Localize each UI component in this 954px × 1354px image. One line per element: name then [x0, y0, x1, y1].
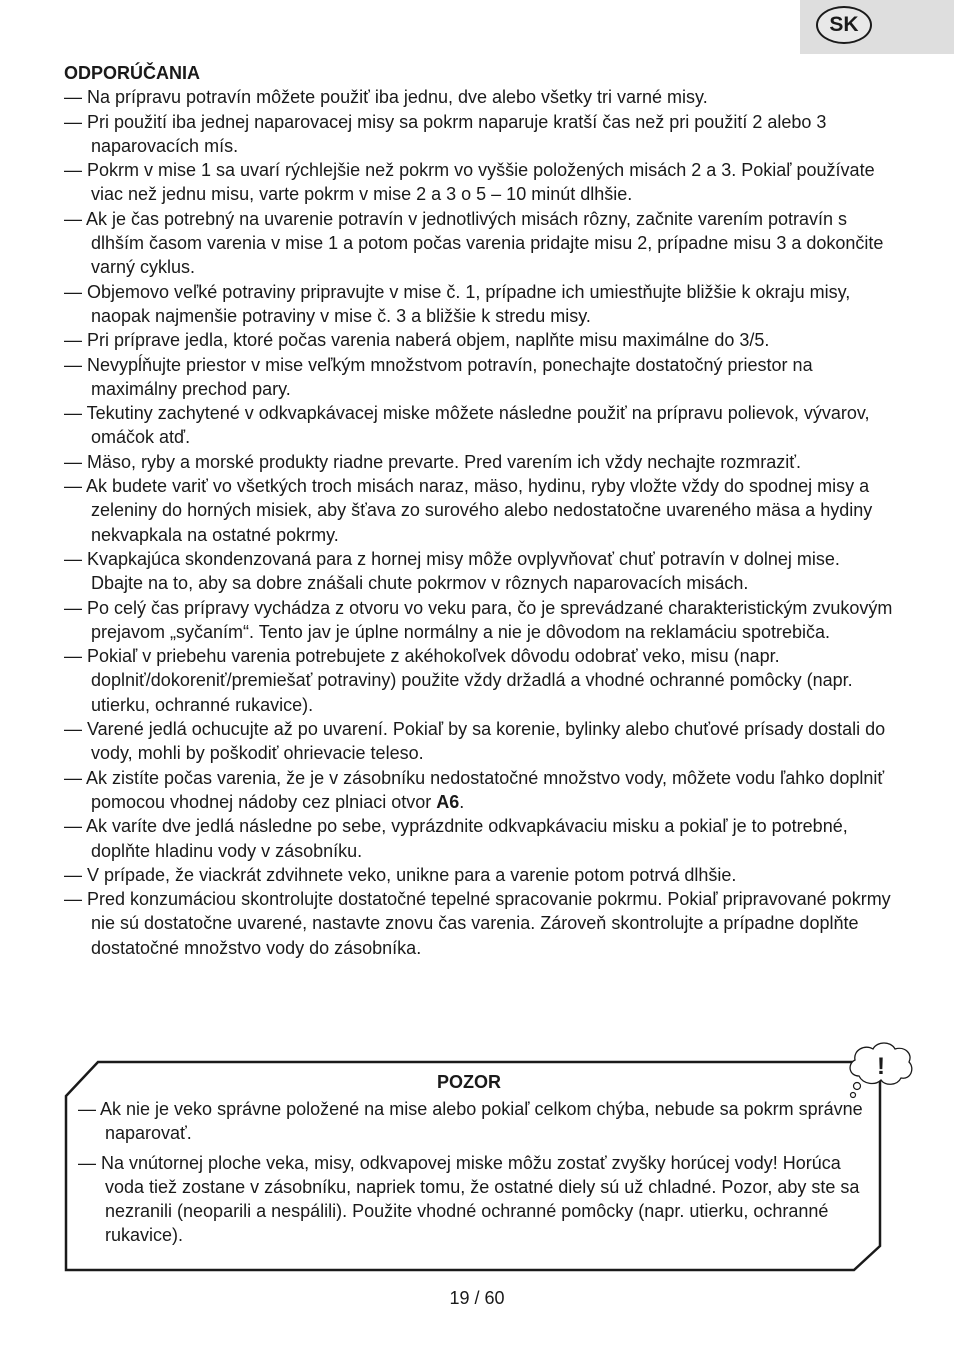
warning-item: — Ak nie je veko správne položené na mise alebo pokiaľ celkom chýba, nebude sa pokrm správne naparovať.	[78, 1099, 863, 1144]
recommendations-section	[64, 61, 894, 960]
list-item: — Varené jedlá ochucujte až po uvarení. Pokiaľ by sa korenie, bylinky alebo chuťové prísady dostali do vody, mohli by poškodiť ohrievacie teleso.	[64, 719, 886, 764]
list-item	[64, 766, 894, 815]
item-text: — Ak zistíte počas varenia, že je v zásobníku nedostatočné množstvo vody, môžete vodu ľahko doplniť pomocou vhodnej nádoby cez plniaci otvor	[64, 767, 885, 812]
list-item: — Objemovo veľké potraviny pripravujte v mise č. 1, prípadne ich umiestňujte bližšie k okraju misy, naopak najmenšie potraviny v mise č. 3 a bližšie k stredu misy.	[64, 281, 851, 326]
list-item: — Pri použití iba jednej naparovacej misy sa pokrm naparuje kratší čas než pri použití 2 alebo 3 naparovacích mís.	[64, 111, 827, 156]
list-item: — Ak varíte dve jedlá následne po sebe, vyprázdnite odkvapkávaciu misku a pokiaľ je to potrebné, doplňte hladinu vody v zásobníku.	[64, 816, 848, 861]
list-item: — Pred konzumáciou skontrolujte dostatočné tepelné spracovanie pokrmu. Pokiaľ pripravované pokrmy nie sú dostatočne uvarené, nastavte znovu čas varenia. Zároveň skontrolujte a prípadne doplňte dostatočné množstvo vody do zásobníka.	[64, 889, 891, 958]
list-item: — V prípade, že viackrát zdvihnete veko, unikne para a varenie potom potrvá dlhšie.	[64, 864, 737, 885]
list-item: — Pri príprave jedla, ktoré počas varenia naberá objem, naplňte misu maximálne do 3/5.	[64, 330, 770, 351]
list-item: — Ak budete variť vo všetkých troch misách naraz, mäso, hydinu, ryby vložte vždy do spodnej misy a zeleniny do horných misiek, aby šťava zo surového alebo nedostatočne uvareného mäsa a hydiny nekvapkala na ostatné pokrmy.	[64, 476, 873, 545]
warning-list	[78, 1097, 878, 1253]
list-item: — Nevypĺňujte priestor v mise veľkým množstvom potravín, ponechajte dostatočný priestor na maximálny prechod pary.	[64, 354, 813, 399]
part-reference: A6	[436, 791, 460, 812]
warning-item: — Na vnútornej ploche veka, misy, odkvapovej miske môžu zostať zvyšky horúcej vody! Horúca voda tiež zostane v zásobníku, napriek tomu, že ostatné diely sú už chladné. Pozor, aby ste sa nezranili (neoparili a nespálili). Použite vhodné ochranné pomôcky (napr. utierku, ochranné rukavice).	[78, 1152, 860, 1246]
language-badge: SK	[816, 6, 872, 44]
list-item: — Po celý čas prípravy vychádza z otvoru vo veku para, čo je sprevádzané charakteristickým zvukovým prejavom „syčaním“. Tento jav je úplne normálny a nie je dôvodom na reklamáciu spotrebiča.	[64, 597, 893, 642]
page-number: 19 / 60	[449, 1288, 505, 1308]
list-item: — Tekutiny zachytené v odkvapkávacej miske môžete následne použiť na prípravu polievok, vývarov, omáčok atď.	[64, 403, 870, 448]
warning-title: POZOR	[436, 1072, 501, 1092]
language-tab	[800, 0, 954, 54]
recommendations-list	[64, 85, 894, 960]
list-item: — Mäso, ryby a morské produkty riadne prevarte. Pred varením ich vždy nechajte rozmraziť.	[64, 451, 802, 472]
exclamation-cloud-icon	[845, 1040, 915, 1102]
exclamation-mark: !	[877, 1053, 885, 1080]
list-item: — Na prípravu potravín môžete použiť iba jednu, dve alebo všetky tri varné misy.	[64, 87, 708, 108]
list-item: — Ak je čas potrebný na uvarenie potravín v jednotlivých misách rôzny, začnite varením potravín s dlhším časom varenia v mise 1 a potom počas varenia pridajte misu 2, prípadne misu 3 a dokončite varný cyklus.	[64, 208, 884, 278]
section-title: ODPORÚČANIA	[64, 63, 201, 83]
warning-box	[64, 1060, 882, 1272]
item-text-end: .	[459, 791, 465, 812]
list-item: — Kvapkajúca skondenzovaná para z hornej misy môže ovplyvňovať chuť potravín v dolnej mise. Dbajte na to, aby sa dobre znášali chute pokrmov v rôznych naparovacích misách.	[64, 548, 840, 594]
list-item: — Pokiaľ v priebehu varenia potrebujete z akéhokoľvek dôvodu odobrať veko, misu (napr. doplniť/dokoreniť/premiešať potraviny) použite vždy držadlá a vhodné ochranné pomôcky (napr. utierku, ochranné rukavice).	[64, 646, 853, 715]
list-item: — Pokrm v mise 1 sa uvarí rýchlejšie než pokrm vo vyššie položených misách 2 a 3. Pokiaľ používate viac než jednu misu, varte pokrm v mise 2 a 3 o 5 – 10 minút dlhšie.	[64, 160, 875, 205]
